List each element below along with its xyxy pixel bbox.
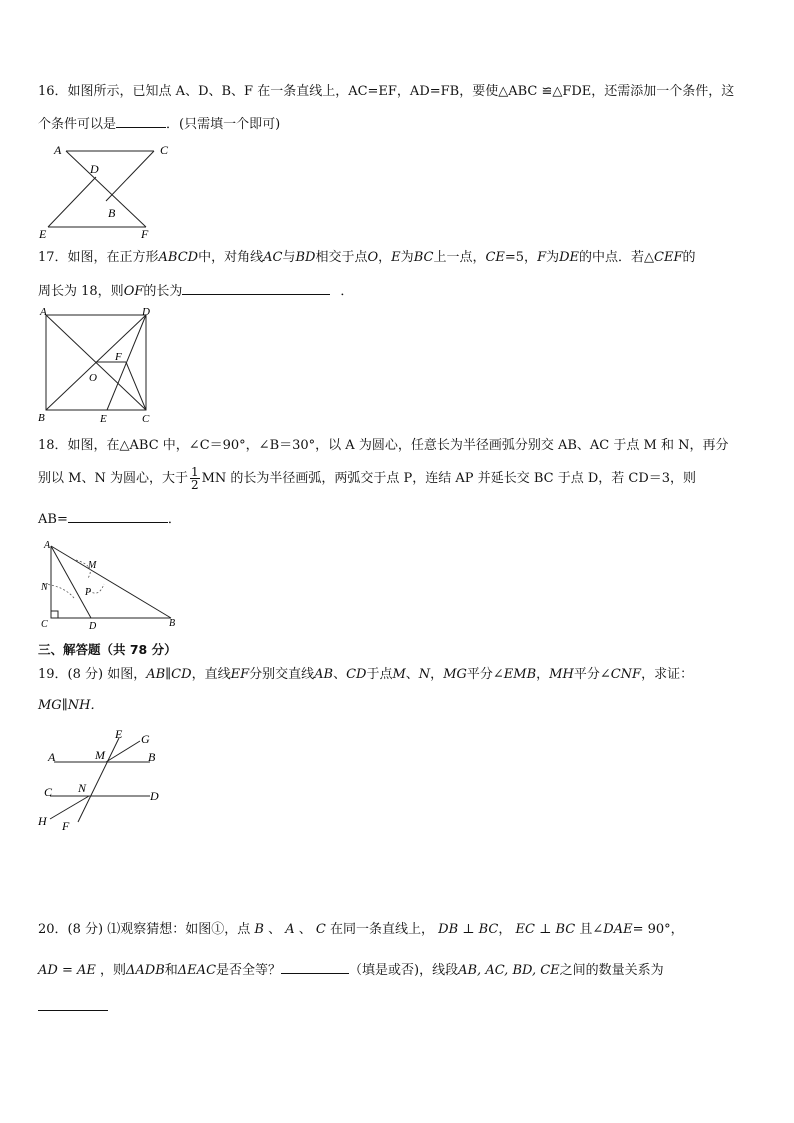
q18-label-n: N: [41, 582, 48, 593]
q18-text-line3: AB= ．: [38, 512, 181, 527]
q19-text-line2: MG∥NH．: [38, 698, 104, 713]
q16-label-a: A: [54, 143, 62, 157]
q19-text-line1: 19．(8 分) 如图，AB∥CD，直线EF分别交直线AB、CD于点M、N，MG平分∠EMB，MH平分∠CNF，求证：: [38, 667, 694, 682]
q18-text-line2: 别以 M、N 为圆心，大于 $\frac{1}{2}$ MN 的长为半径画弧，两弧交于点 P，连结 AP 并延长交 BC 于点 D，若 CD＝3，则: [38, 465, 697, 492]
q16-answer-blank[interactable]: [116, 115, 166, 128]
q19-label-b: B: [148, 750, 156, 764]
q17-label-o: O: [89, 372, 97, 384]
q20-text-line1: 20．(8 分) ⑴观察猜想：如图①，点 B 、 A 、 C 在同一条直线上， DB ⊥ BC， EC ⊥ BC 且∠DAE= 90°，: [38, 922, 684, 937]
q19-label-h: H: [38, 814, 47, 828]
q17-figure: [36, 305, 161, 425]
q19-label-m: M: [95, 748, 105, 762]
q18-answer-blank[interactable]: [68, 510, 168, 523]
q19-label-e: E: [115, 727, 123, 741]
q16-label-e: E: [39, 227, 47, 241]
q20-text-line3: [38, 998, 108, 1017]
q17-label-f: F: [115, 351, 122, 363]
section-3-heading: 三、解答题（共 78 分）: [38, 642, 177, 657]
q18-text-line1: 18．如图，在△ABC 中，∠C＝90°，∠B＝30°，以 A 为圆心，任意长为半径画弧分别交 AB、AC 于点 M 和 N，再分: [38, 438, 729, 453]
q17-answer-blank[interactable]: [182, 282, 330, 295]
q19-label-f: F: [62, 819, 70, 833]
q17-label-e: E: [100, 413, 107, 425]
q19-label-g: G: [141, 732, 150, 746]
q20-answer-blank-1[interactable]: [281, 961, 349, 974]
q16-figure: [36, 140, 176, 242]
q19-label-a: A: [48, 750, 56, 764]
q19-label-c: C: [44, 785, 53, 799]
q18-label-b: B: [169, 618, 176, 629]
q16-label-f: F: [141, 227, 149, 241]
q16-label-c: C: [160, 143, 169, 157]
q17-label-d: D: [142, 306, 150, 318]
q18-fraction: $\frac{1}{2}$: [190, 465, 199, 492]
q18-label-a: A: [44, 540, 51, 551]
q18-figure: [36, 538, 186, 630]
q20-text-line2: AD = AE ，则ΔADB和ΔEAC是否全等？ （填是或否)，线段AB, AC, BD, CE之间的数量关系为: [38, 963, 664, 978]
q17-text-line2: 周长为 18，则OF的长为 ．: [38, 284, 354, 299]
q19-label-d: D: [150, 789, 159, 803]
q18-label-m: M: [88, 560, 97, 571]
q17-label-b: B: [38, 412, 45, 424]
q17-label-a: A: [40, 306, 47, 318]
q18-label-c: C: [41, 619, 48, 630]
q16-text-line1: 16．如图所示，已知点 A、D、B、F 在一条直线上，AC=EF，AD=FB，要使△ABC ≌△FDE，还需添加一个条件，这: [38, 84, 735, 99]
q18-label-d: D: [89, 621, 97, 632]
q19-label-n: N: [78, 781, 87, 795]
q16-label-b: B: [108, 206, 116, 220]
q18-label-p: P: [85, 587, 92, 598]
q17-text-line1: 17．如图，在正方形ABCD中，对角线AC与BD相交于点O，E为BC上一点，CE=5，F为DE的中点．若△CEF的: [38, 250, 696, 265]
q19-figure: [36, 725, 176, 835]
q16-text-line2: 个条件可以是 ．(只需填一个即可): [38, 117, 281, 132]
q16-label-d: D: [90, 162, 99, 176]
q17-label-c: C: [142, 413, 150, 425]
q20-answer-blank-2[interactable]: [38, 998, 108, 1011]
